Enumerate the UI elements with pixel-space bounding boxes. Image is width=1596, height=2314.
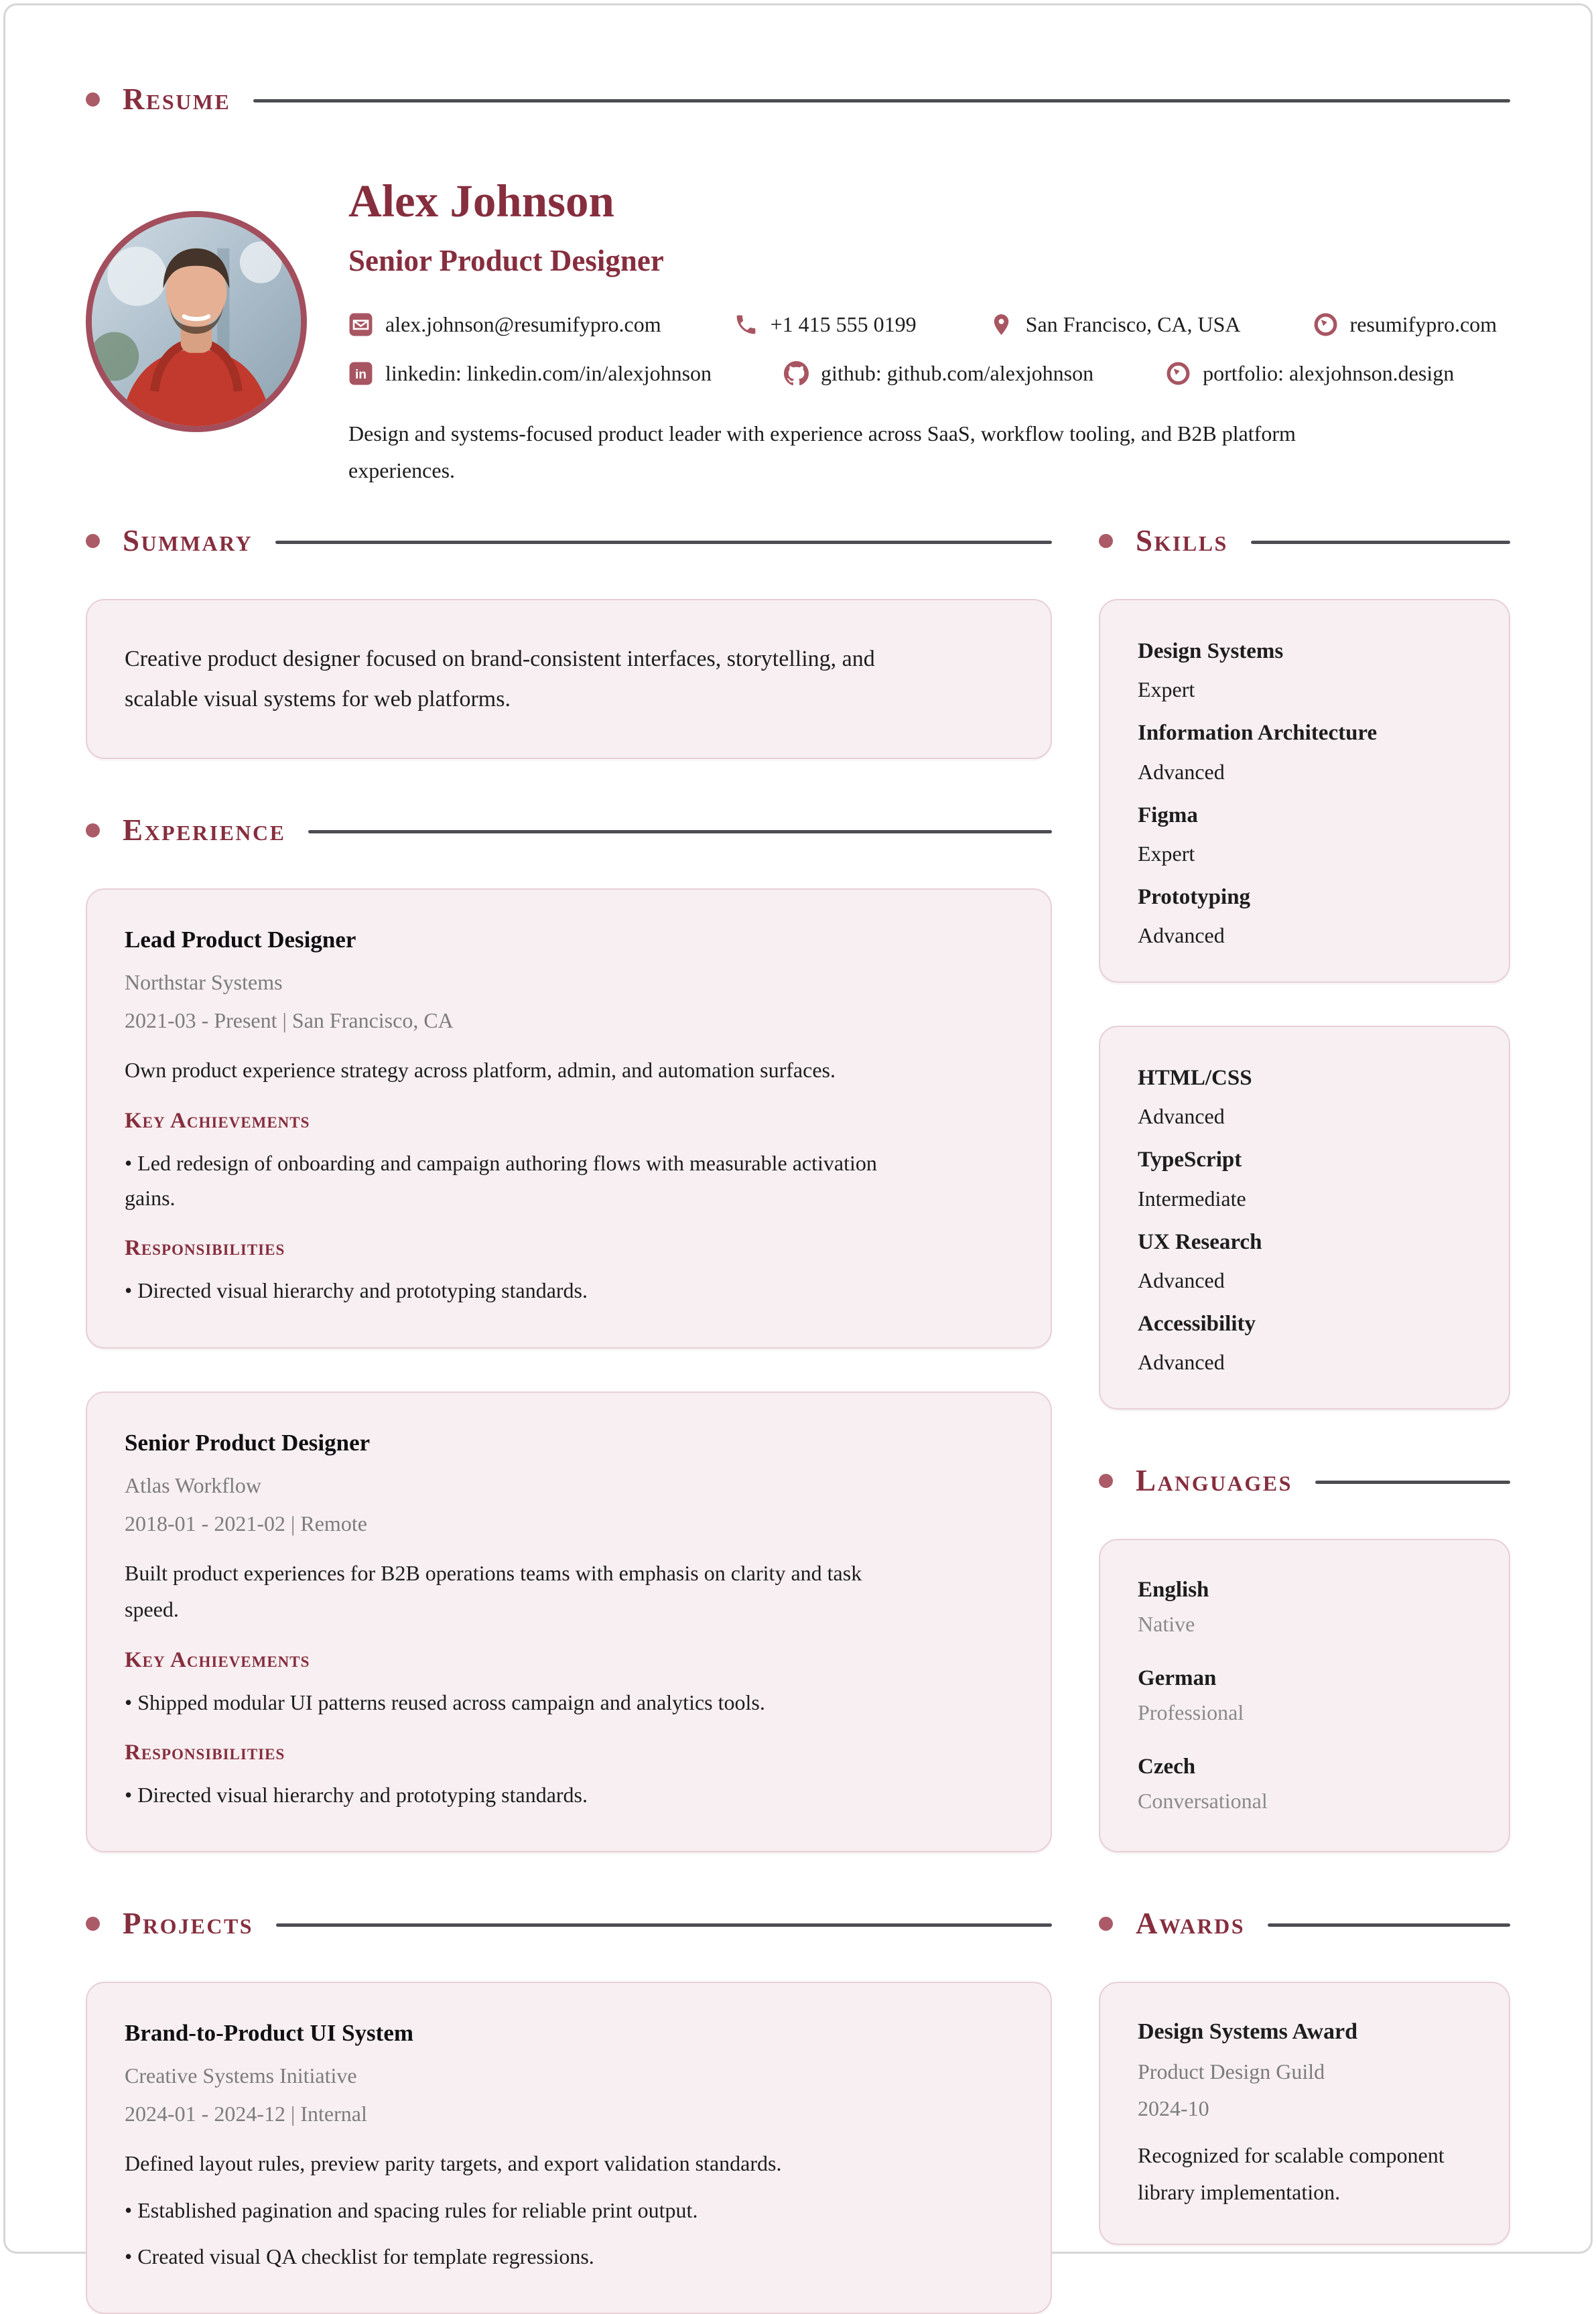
section-rule — [1251, 541, 1510, 544]
responsibilities-label: Responsibilities — [125, 1236, 285, 1261]
header-intro-text: Design and systems-focused product leader with experience across SaaS, workflow tooling, and B2B platform experiences. — [348, 421, 1296, 482]
contact-location-text: San Francisco, CA, USA — [1025, 312, 1241, 337]
person-job-title: Senior Product Designer — [348, 243, 664, 277]
skill-level: Intermediate — [1138, 1186, 1246, 1211]
experience-job-title: Lead Product Designer — [125, 927, 356, 953]
section-bullet-icon — [1099, 1474, 1113, 1488]
contact-email-text: alex.johnson@resumifypro.com — [385, 312, 661, 337]
section-header-experience — [86, 815, 1052, 845]
award-issuer: Product Design Guild — [1138, 2059, 1325, 2084]
svg-text:in: in — [354, 368, 367, 383]
experience-company: Atlas Workflow — [125, 1473, 261, 1497]
skill-level: Advanced — [1138, 759, 1225, 784]
email-icon — [348, 312, 373, 337]
achievement-item: • Shipped modular UI patterns reused across campaign and analytics tools. — [125, 1690, 765, 1714]
contact-list — [348, 312, 1510, 386]
section-header-resume — [86, 84, 1510, 115]
summary-card — [86, 599, 1052, 759]
contact-website-text: resumifypro.com — [1349, 312, 1498, 337]
language-item — [1138, 1755, 1471, 1814]
skill-name: HTML/CSS — [1138, 1066, 1252, 1091]
responsibilities-label: Responsibilities — [125, 1740, 285, 1765]
section-bullet-icon — [86, 823, 100, 837]
contact-github-text: github: github.com/alexjohnson — [821, 361, 1094, 386]
right-column — [1099, 526, 1510, 2245]
resume-document — [86, 84, 1510, 2314]
body-columns — [86, 526, 1510, 2314]
experience-job-title: Senior Product Designer — [125, 1429, 371, 1456]
left-column — [86, 526, 1052, 2314]
section-bullet-icon — [86, 1917, 100, 1931]
award-date: 2024-10 — [1138, 2096, 1209, 2121]
language-level: Professional — [1138, 1700, 1244, 1725]
skill-level: Advanced — [1138, 1350, 1225, 1375]
linkedin-icon — [348, 361, 373, 386]
skills-card — [1099, 599, 1510, 983]
experience-description: Own product experience strategy across platform, admin, and automation surfaces. — [125, 1058, 836, 1083]
section-title-languages: Languages — [1136, 1464, 1292, 1498]
skill-level: Advanced — [1138, 923, 1225, 948]
person-name: Alex Johnson — [348, 176, 614, 226]
skill-level: Expert — [1138, 677, 1195, 702]
header — [86, 176, 1510, 488]
contact-location — [989, 312, 1241, 337]
section-header-skills — [1099, 526, 1510, 556]
section-bullet-icon — [86, 534, 100, 548]
section-bullet-icon — [1099, 1917, 1113, 1931]
language-name: German — [1138, 1666, 1217, 1691]
section-title-awards: Awards — [1136, 1907, 1246, 1941]
section-rule — [275, 541, 1052, 544]
skill-name: Design Systems — [1138, 639, 1284, 664]
section-bullet-icon — [1099, 534, 1113, 548]
project-bullet: • Created visual QA checklist for template regressions. — [125, 2244, 594, 2268]
languages-card — [1099, 1539, 1510, 1852]
language-level: Conversational — [1138, 1789, 1268, 1814]
document-label: Resume — [123, 82, 231, 116]
section-title-summary: Summary — [123, 524, 253, 558]
project-title: Brand-to-Product UI System — [125, 2020, 414, 2047]
section-rule — [253, 99, 1510, 103]
profile-photo-illustration — [92, 217, 301, 426]
experience-card — [86, 1391, 1052, 1852]
project-dates-type: 2024-01 - 2024-12 | Internal — [125, 2102, 367, 2126]
github-icon — [784, 361, 809, 386]
language-item — [1138, 1578, 1471, 1637]
project-description: Defined layout rules, preview parity targets, and export validation standards. — [125, 2151, 782, 2176]
skill-name: Figma — [1138, 803, 1198, 827]
location-pin-icon — [989, 312, 1014, 337]
section-title-experience: Experience — [123, 813, 286, 847]
section-header-languages — [1099, 1466, 1510, 1496]
experience-dates-location: 2021-03 - Present | San Francisco, CA — [125, 1008, 454, 1033]
avatar — [86, 211, 307, 432]
skill-name: TypeScript — [1138, 1148, 1242, 1172]
experience-description: Built product experiences for B2B operations teams with emphasis on clarity and task speed. — [125, 1560, 862, 1622]
section-title-skills: Skills — [1136, 524, 1228, 558]
language-item — [1138, 1666, 1471, 1725]
section-rule — [1268, 1923, 1510, 1927]
contact-portfolio — [1166, 361, 1454, 386]
experience-dates-location: 2018-01 - 2021-02 | Remote — [125, 1511, 367, 1536]
award-card — [1099, 1982, 1510, 2245]
section-header-projects — [86, 1909, 1052, 1939]
contact-phone-text: +1 415 555 0199 — [770, 312, 917, 337]
skill-name: Information Architecture — [1138, 721, 1378, 746]
skill-name: Accessibility — [1138, 1311, 1256, 1336]
section-rule — [276, 1923, 1052, 1927]
achievements-label: Key Achievements — [125, 1108, 310, 1133]
project-card — [86, 1982, 1052, 2314]
section-header-summary — [86, 526, 1052, 556]
contact-linkedin-text: linkedin: linkedin.com/in/alexjohnson — [385, 361, 712, 386]
project-subtitle: Creative Systems Initiative — [125, 2063, 357, 2088]
globe-icon — [1166, 361, 1191, 386]
responsibility-item: • Directed visual hierarchy and prototyping standards. — [125, 1278, 588, 1303]
globe-icon — [1313, 312, 1338, 337]
contact-linkedin — [348, 361, 712, 386]
contact-github — [784, 361, 1093, 386]
contact-phone — [734, 312, 917, 337]
experience-company: Northstar Systems — [125, 970, 283, 995]
header-info — [348, 176, 1510, 488]
skills-card — [1099, 1026, 1510, 1410]
skill-name: UX Research — [1138, 1229, 1262, 1254]
achievement-item: • Led redesign of onboarding and campaign authoring flows with measurable activation gains. — [125, 1150, 877, 1211]
achievements-label: Key Achievements — [125, 1647, 310, 1672]
experience-card — [86, 888, 1052, 1349]
section-rule — [308, 830, 1052, 833]
language-name: Czech — [1138, 1755, 1196, 1779]
skill-level: Expert — [1138, 841, 1195, 866]
contact-email — [348, 312, 661, 337]
contact-portfolio-text: portfolio: alexjohnson.design — [1203, 361, 1455, 386]
section-rule — [1315, 1481, 1510, 1484]
project-bullet-list — [125, 2193, 1013, 2274]
language-name: English — [1138, 1578, 1209, 1603]
award-title: Design Systems Award — [1138, 2019, 1358, 2045]
skill-level: Advanced — [1138, 1268, 1225, 1292]
skill-name: Prototyping — [1138, 884, 1251, 909]
summary-text: Creative product designer focused on brand-consistent interfaces, storytelling, and scalable visual systems for web platforms. — [125, 646, 875, 711]
phone-icon — [734, 312, 758, 337]
section-header-awards — [1099, 1909, 1510, 1939]
language-level: Native — [1138, 1612, 1195, 1637]
project-bullet: • Established pagination and spacing rules for reliable print output. — [125, 2197, 698, 2222]
award-description: Recognized for scalable component library implementation. — [1138, 2143, 1445, 2204]
skill-level: Advanced — [1138, 1104, 1225, 1129]
section-title-projects: Projects — [123, 1907, 254, 1941]
contact-website — [1313, 312, 1498, 337]
section-bullet-icon — [86, 92, 100, 107]
responsibility-item: • Directed visual hierarchy and prototyping standards. — [125, 1782, 588, 1807]
